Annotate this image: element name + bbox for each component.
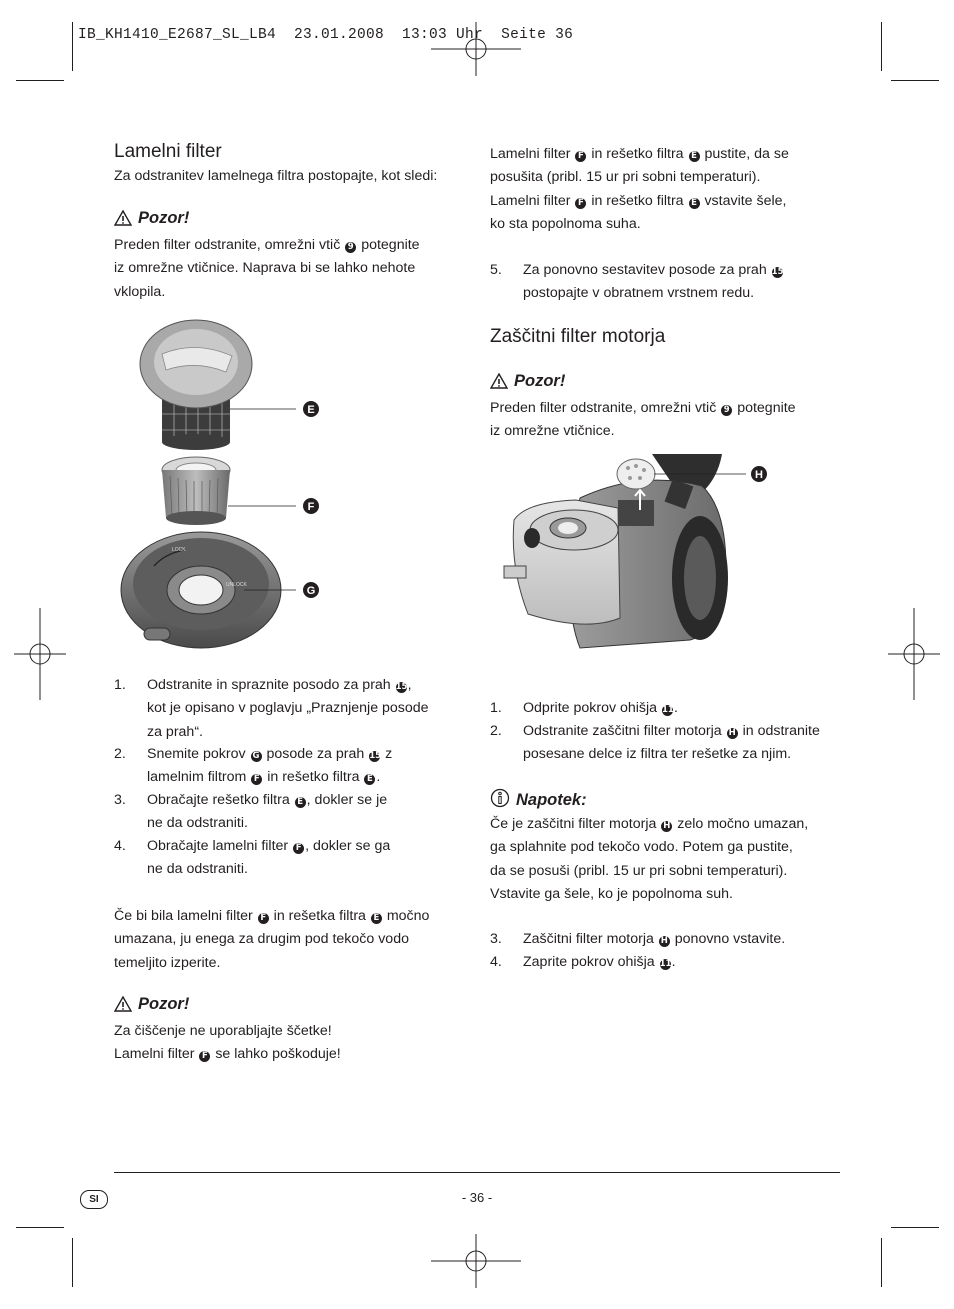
section-title-lamelni-filter: Lamelni filter [114,141,222,162]
section-title-motor-filter: Zaščitni filter motorja [490,326,666,347]
lamella-filter-illustration [114,318,464,658]
footer-rule [114,1172,840,1173]
warning-heading: Pozor! [114,995,189,1017]
page-number: - 36 - [461,1190,493,1205]
warning-icon [114,210,132,231]
warning-icon [490,373,508,394]
warning-heading: Pozor! [490,372,565,394]
svg-text:G: G [306,585,316,597]
warning-text: Za čiščenje ne uporabljajte ščetke! Lamelni filter F se lahko poškoduje! [114,1023,341,1063]
drying-text: Lamelni filter F in rešetko filtra E pustite, da se posušita (pribl. 15 ur pri sobni temperaturi). Lamelni filter F in rešetko filtra E vstavite šele, ko sta popolnoma suha. [490,146,789,232]
intro-text: Za odstranitev lamelnega filtra postopajte, kot sledi: [114,168,438,184]
svg-text:E: E [307,404,315,416]
svg-text:UNLOCK: UNLOCK [226,582,247,588]
ref-badge: 9 [345,242,356,253]
warning-text: Preden filter odstranite, omrežni vtič 9 potegnite iz omrežne vtičnice. [490,400,796,440]
warning-icon [114,996,132,1017]
svg-text:H: H [755,469,763,481]
note-heading: Napotek: [490,788,587,813]
cleaning-paragraph: Če bi bila lamelni filter F in rešetka filtra E močno umazana, ju enega za drugim pod tekočo vodo temeljito izperite. [114,908,430,971]
note-text: Če je zaščitni filter motorja H zelo močno umazan, ga splahnite pod tekočo vodo. Potem ga pustite, da se posuši (pribl. 15 ur pri sobni temperaturi). Vstavite ga šele, ko je popolnoma suh. [490,816,809,902]
warning-text: Preden filter odstranite, omrežni vtič 9 potegnite iz omrežne vtičnice. Naprava bi se lahko nehote vklopila. [114,237,420,300]
svg-text:F: F [307,501,315,513]
info-icon [490,788,510,813]
warning-heading: Pozor! [114,209,189,231]
vacuum-cleaner-illustration [490,448,840,668]
print-slug: IB_KH1410_E2687_SL_LB4 23.01.2008 13:03 Uhr Seite 36 [78,27,574,43]
svg-text:LOCK: LOCK [172,547,186,553]
language-badge: SI [80,1190,108,1209]
